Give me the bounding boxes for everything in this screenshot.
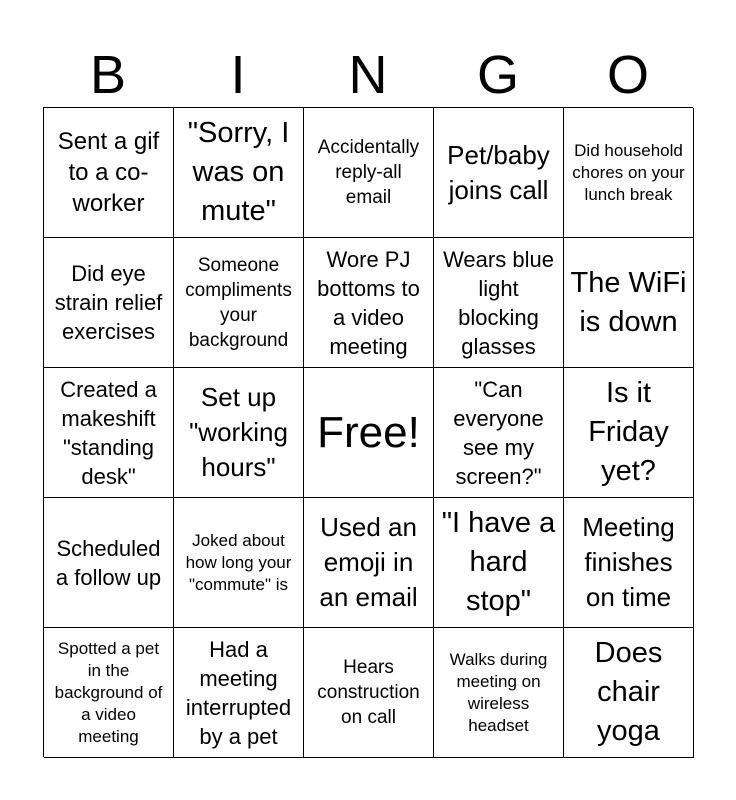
bingo-grid (43, 107, 693, 757)
bingo-cell-r2c2[interactable] (174, 238, 304, 368)
cell-text: The WiFi is down (570, 266, 687, 338)
cell-text: Does chair yoga (594, 637, 663, 747)
header-letter-b: B (89, 45, 127, 105)
header-letter-g: G (476, 45, 519, 105)
cell-text: "Can everyone see my screen?" (453, 376, 544, 489)
bingo-cell-r4c4[interactable] (434, 498, 564, 628)
cell-text: "Sorry, I was on mute" (187, 117, 290, 227)
header-letter-o: O (606, 45, 649, 105)
bingo-cell-r3c5[interactable] (564, 368, 694, 498)
bingo-cell-r1c4[interactable] (434, 108, 564, 238)
cell-text: Set up "working hours" (189, 382, 288, 482)
cell-text: Meeting finishes on time (582, 512, 675, 612)
bingo-cell-r3c2[interactable] (174, 368, 304, 498)
bingo-cell-r2c4[interactable] (434, 238, 564, 368)
cell-text: Walks during meeting on wireless headset (449, 649, 548, 735)
bingo-cell-r5c3[interactable] (304, 628, 434, 758)
cell-text: Did household chores on your lunch break (572, 140, 685, 204)
bingo-cell-r3c1[interactable] (44, 368, 174, 498)
bingo-header (43, 44, 693, 106)
bingo-cell-r5c2[interactable] (174, 628, 304, 758)
bingo-cell-r5c1[interactable] (44, 628, 174, 758)
cell-text: Pet/baby joins call (447, 139, 550, 205)
bingo-cell-r3c4[interactable] (434, 368, 564, 498)
bingo-cell-r1c2[interactable] (174, 108, 304, 238)
cell-text: "I have a hard stop" (441, 507, 556, 617)
cell-text: Wore PJ bottoms to a video meeting (317, 246, 420, 359)
cell-text: Accidentally reply-all email (317, 137, 420, 208)
header-letter-n: N (348, 45, 388, 105)
bingo-cell-r4c5[interactable] (564, 498, 694, 628)
free-space-text: Free! (317, 407, 420, 457)
cell-text: Scheduled a follow up (55, 535, 162, 590)
cell-text: Had a meeting interrupted by a pet (185, 636, 292, 749)
cell-text: Spotted a pet in the background of a video meeting (54, 638, 163, 746)
bingo-cell-r5c4[interactable] (434, 628, 564, 758)
bingo-cell-r4c2[interactable] (174, 498, 304, 628)
bingo-cell-r2c1[interactable] (44, 238, 174, 368)
bingo-cell-r2c3[interactable] (304, 238, 434, 368)
bingo-cell-free[interactable] (304, 368, 434, 498)
bingo-cell-r1c3[interactable] (304, 108, 434, 238)
cell-text: Used an emoji in an email (319, 512, 418, 612)
bingo-cell-r1c5[interactable] (564, 108, 694, 238)
bingo-cell-r5c5[interactable] (564, 628, 694, 758)
bingo-cell-r1c1[interactable] (44, 108, 174, 238)
cell-text: Is it Friday yet? (588, 377, 669, 487)
cell-text: Hears construction on call (317, 657, 420, 728)
cell-text: Sent a gif to a co-worker (57, 128, 160, 217)
cell-text: Created a makeshift "standing desk" (60, 376, 157, 489)
cell-text: Someone compliments your background (185, 254, 292, 351)
cell-text: Did eye strain relief exercises (54, 261, 163, 344)
bingo-cell-r4c3[interactable] (304, 498, 434, 628)
bingo-cell-r4c1[interactable] (44, 498, 174, 628)
cell-text: Joked about how long your "commute" is (185, 530, 292, 594)
header-letter-i: I (230, 45, 246, 105)
cell-text: Wears blue light blocking glasses (443, 246, 554, 359)
bingo-cell-r2c5[interactable] (564, 238, 694, 368)
